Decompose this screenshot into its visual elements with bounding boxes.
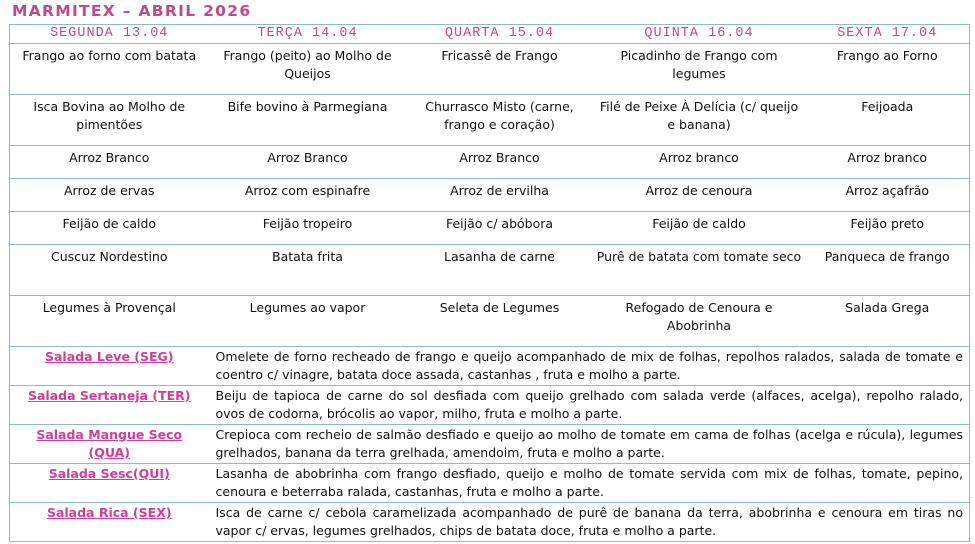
salad-name: Salada Rica (SEX) [10, 503, 209, 542]
menu-cell: Feijão tropeiro [209, 212, 407, 245]
salad-name: Salada Sesc(QUI) [10, 464, 209, 503]
menu-cell: Lasanha de carne [407, 245, 593, 296]
menu-cell: Cuscuz Nordestino [10, 245, 209, 296]
vegetables-row [10, 296, 970, 347]
salad-description: Beiju de tapioca de carne do sol desfiada com queijo grelhado com salada verde (alfaces, acelga), repolho ralado, ovos de codorna, brócolis ao vapor, milho, fruta e molho a parte. [209, 386, 970, 425]
day-header: QUARTA 15.04 [407, 25, 593, 44]
menu-cell: Bife bovino à Parmegiana [209, 95, 407, 146]
salad-description: Omelete de forno recheado de frango e queijo acompanhado de mix de folhas, repolhos ralados, salada de tomate e coentro c/ vinagre, batata doce assada, castanhas , fruta e molho a parte. [209, 347, 970, 386]
menu-cell: Salada Grega [806, 296, 970, 347]
menu-cell: Churrasco Misto (carne, frango e coração) [407, 95, 593, 146]
page-title: MARMITEX – ABRIL 2026 [12, 2, 252, 20]
menu-cell: Arroz açafrão [806, 179, 970, 212]
menu-cell: Arroz com espinafre [209, 179, 407, 212]
menu-cell: Fricassê de Frango [407, 44, 593, 95]
menu-cell: Arroz Branco [407, 146, 593, 179]
menu-cell: Frango ao forno com batata [10, 44, 209, 95]
menu-cell: Seleta de Legumes [407, 296, 593, 347]
menu-cell: Arroz Branco [10, 146, 209, 179]
menu-cell: Refogado de Cenoura e Abobrinha [593, 296, 806, 347]
menu-cell: Arroz de ervilha [407, 179, 593, 212]
menu-cell: Batata frita [209, 245, 407, 296]
day-header-row [10, 25, 970, 44]
side-dish-row [10, 245, 970, 296]
menu-cell: Feijão de caldo [593, 212, 806, 245]
menu-cell: Arroz branco [806, 146, 970, 179]
beans-row [10, 212, 970, 245]
salad-row [10, 425, 970, 464]
salad-row [10, 464, 970, 503]
menu-cell: Filé de Peixe À Delícia (c/ queijo e banana) [593, 95, 806, 146]
menu-cell: Feijão preto [806, 212, 970, 245]
menu-cell: Feijão c/ abóbora [407, 212, 593, 245]
salad-name: Salada Sertaneja (TER) [10, 386, 209, 425]
main-dish-row-1 [10, 44, 970, 95]
salad-name: Salada Leve (SEG) [10, 347, 209, 386]
day-header: TERÇA 14.04 [209, 25, 407, 44]
menu-cell: Purê de batata com tomate seco [593, 245, 806, 296]
menu-cell: Frango ao Forno [806, 44, 970, 95]
menu-cell: Isca Bovina ao Molho de pimentões [10, 95, 209, 146]
day-header: SEXTA 17.04 [806, 25, 970, 44]
rice-row-1 [10, 146, 970, 179]
menu-cell: Arroz de ervas [10, 179, 209, 212]
day-header: QUINTA 16.04 [593, 25, 806, 44]
salad-description: Lasanha de abobrinha com frango desfiado, queijo e molho de tomate servida com mix de folhas, tomate, pepino, cenoura e beterraba ralada, castanhas, fruta e molho a parte. [209, 464, 970, 503]
salad-description: Crepioca com recheio de salmão desfiado e queijo ao molho de tomate em cama de folhas (acelga e rúcula), legumes grelhados, banana da terra grelhada, amendoim, fruta e molho a parte. [209, 425, 970, 464]
main-dish-row-2 [10, 95, 970, 146]
menu-cell: Arroz branco [593, 146, 806, 179]
salad-name: Salada Mangue Seco (QUA) [10, 425, 209, 464]
salad-row [10, 347, 970, 386]
menu-cell: Panqueca de frango [806, 245, 970, 296]
menu-cell: Feijoada [806, 95, 970, 146]
day-header: SEGUNDA 13.04 [10, 25, 209, 44]
salad-description: Isca de carne c/ cebola caramelizada acompanhado de purê de banana da terra, abobrinha e cenoura em tiras no vapor c/ ervas, legumes grelhados, chips de batata doce, fruta e molho a parte. [209, 503, 970, 542]
menu-cell: Legumes à Provençal [10, 296, 209, 347]
menu-cell: Arroz de cenoura [593, 179, 806, 212]
menu-cell: Frango (peito) ao Molho de Queijos [209, 44, 407, 95]
salad-row [10, 503, 970, 542]
salad-row [10, 386, 970, 425]
menu-cell: Picadinho de Frango com legumes [593, 44, 806, 95]
menu-cell: Arroz Branco [209, 146, 407, 179]
menu-cell: Legumes ao vapor [209, 296, 407, 347]
menu-table [9, 24, 970, 542]
menu-cell: Feijão de caldo [10, 212, 209, 245]
rice-row-2 [10, 179, 970, 212]
